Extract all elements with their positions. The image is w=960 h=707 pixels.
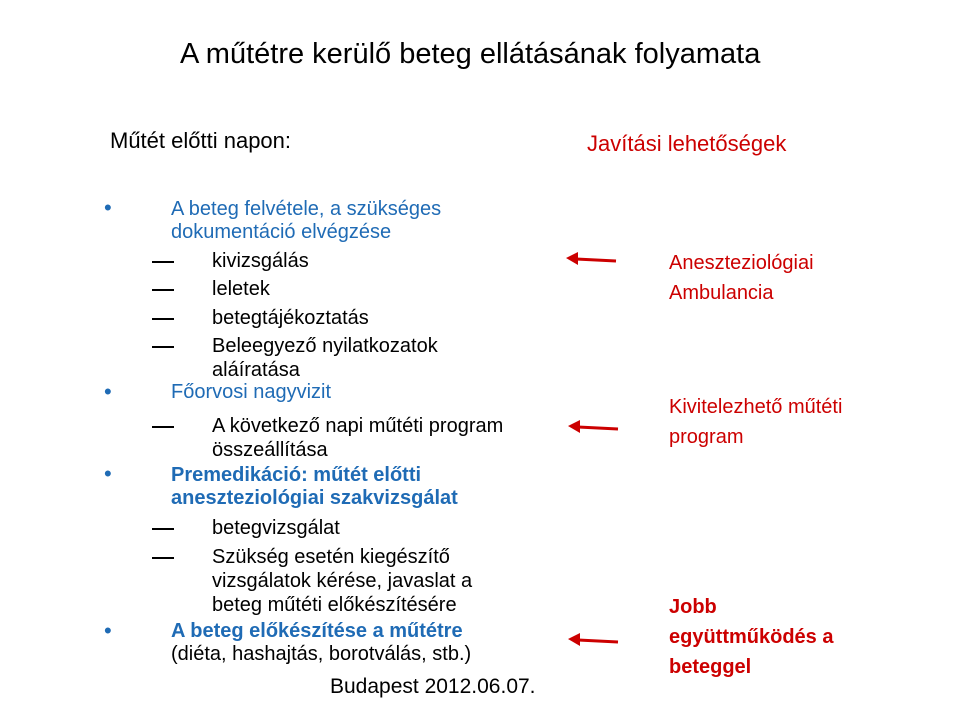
sub-item-kiegeszito-line-3: beteg műtéti előkészítésére [212,594,457,616]
sub-item-mutetiprogram [212,414,503,462]
left-item-premedikacio [171,464,458,510]
sub-item-kiegeszito-line-1: Szükség esetén kiegészítő [212,546,450,568]
left-arrow-icon [566,250,618,268]
left-item-elokeszites-line-2: (diéta, hashajtás, borotválás, stb.) [171,643,472,665]
sub-item-kiegeszito-line-2: vizsgálatok kérése, javaslat a [212,570,473,592]
bullet-dot-icon: • [104,461,112,486]
left-arrow-icon [568,418,620,436]
bullet-dot-icon: • [104,195,112,220]
dash-icon [152,528,174,530]
dash-icon [152,261,174,263]
right-item-ambulancia-line-1: Aneszteziológiai [669,252,814,274]
right-item-egyuttmukodes-line-3: beteggel [669,656,752,678]
sub-item-betegvizsgalat: betegvizsgálat [212,517,340,539]
left-heading: Műtét előtti napon: [110,128,292,153]
left-item-1-line-1: A beteg felvétele, a szükséges [171,198,442,220]
dash-icon [152,557,174,559]
bullet-dot-icon: • [104,618,112,643]
right-item-ambulancia-line-2: Ambulancia [669,282,774,304]
right-item-program [669,392,842,452]
sub-item-beleegyezo [212,334,438,382]
sub-item-mutetiprogram-line-1: A következő napi műtéti program [212,415,504,437]
sub-item-mutetiprogram-line-2: összeállítása [212,439,328,461]
bullet-dot-icon: • [104,379,112,404]
left-item-premedikacio-line-1: Premedikáció: műtét előtti [171,464,422,486]
left-item-foorvosi: Főorvosi nagyvizit [171,381,332,403]
left-item-elokeszites [171,620,471,666]
left-item-1 [171,198,441,244]
left-arrow-icon [568,631,620,649]
dash-icon [152,289,174,291]
sub-item-leletek: leletek [212,278,270,300]
sub-item-kivizsgalas: kivizsgálás [212,250,309,272]
dash-icon [152,318,174,320]
right-heading: Javítási lehetőségek [587,131,787,156]
sub-item-beleegyezo-line-2: aláíratása [212,359,300,381]
sub-item-beleegyezo-line-1: Beleegyező nyilatkozatok [212,335,438,357]
left-item-premedikacio-line-2: aneszteziológiai szakvizsgálat [171,487,458,509]
right-item-egyuttmukodes-line-2: együttműködés a [669,626,834,648]
right-item-program-line-1: Kivitelezhető műtéti [669,396,843,418]
dash-icon [152,346,174,348]
dash-icon [152,426,174,428]
footer-date: Budapest 2012.06.07. [330,675,536,698]
right-item-egyuttmukodes [669,592,833,682]
sub-item-kiegeszito [212,545,472,617]
right-item-program-line-2: program [669,426,744,448]
left-item-elokeszites-line-1: A beteg előkészítése a műtétre [171,620,463,642]
sub-item-betegtajekoztatas: betegtájékoztatás [212,307,369,329]
page-title: A műtétre kerülő beteg ellátásának folyamata [180,38,761,70]
right-item-ambulancia [669,248,814,308]
right-item-egyuttmukodes-line-1: Jobb [669,596,717,618]
left-item-1-line-2: dokumentáció elvégzése [171,221,392,243]
